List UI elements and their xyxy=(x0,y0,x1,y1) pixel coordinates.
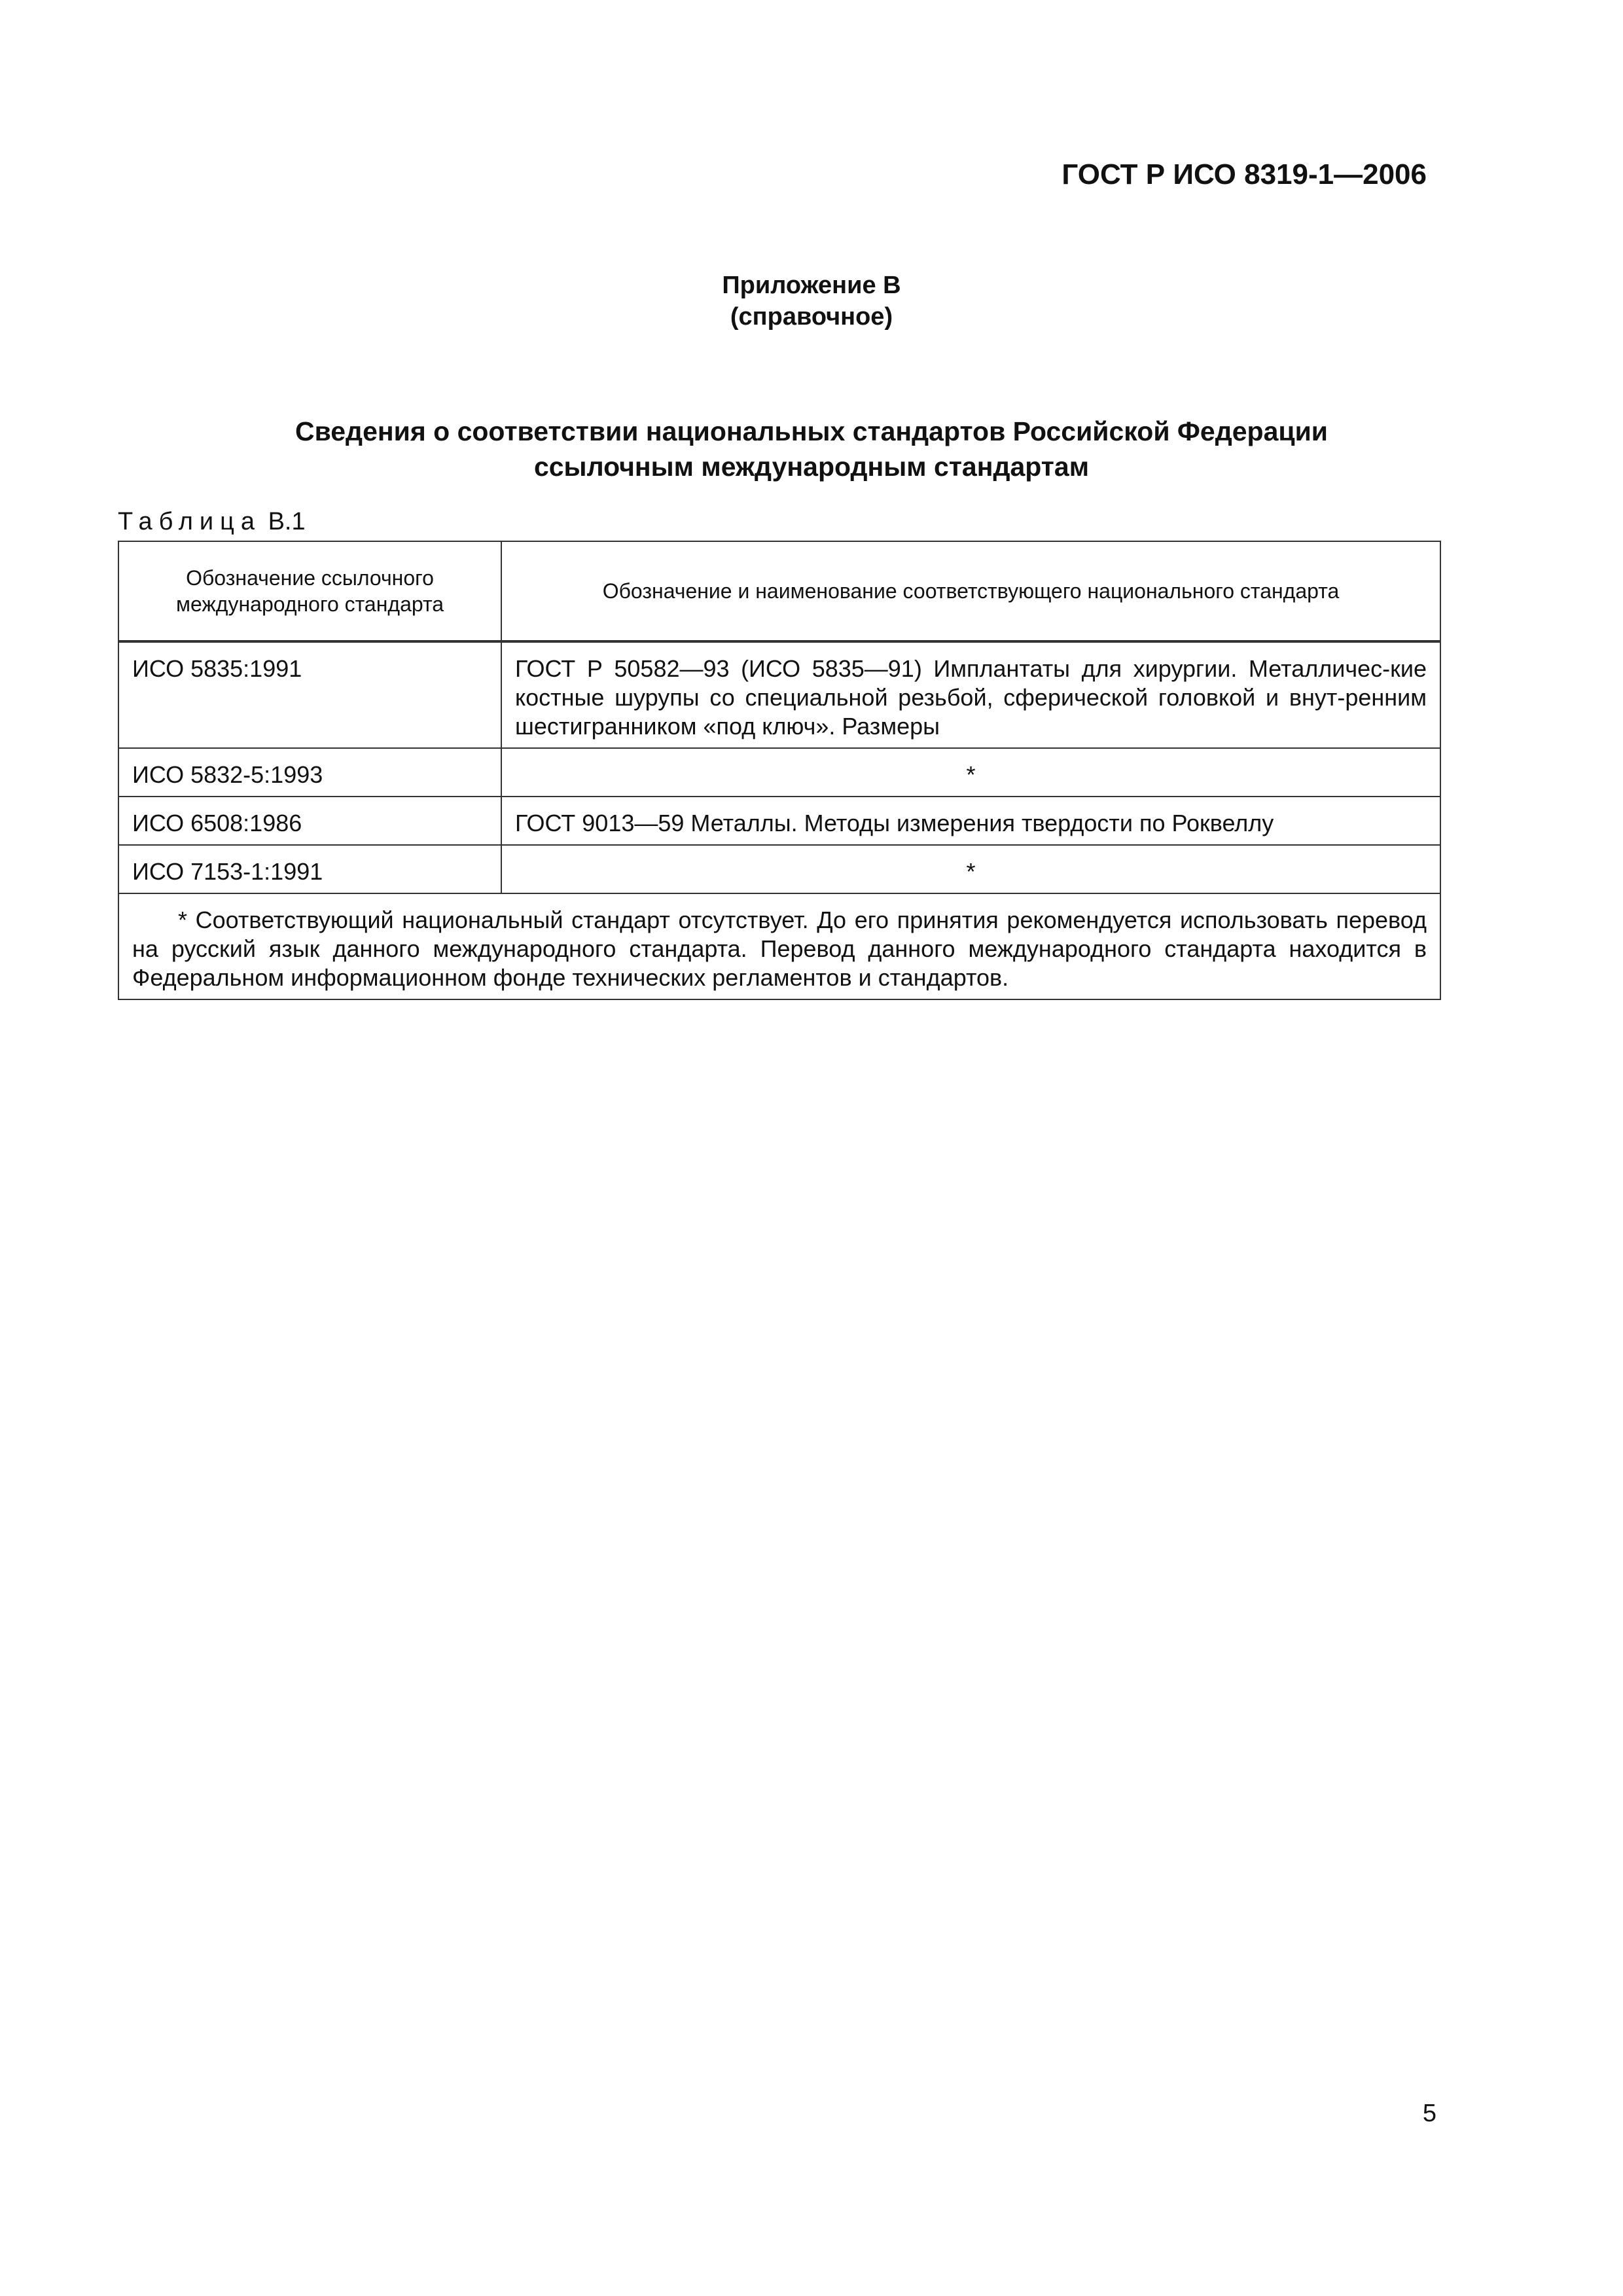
national-standard: ГОСТ Р 50582—93 (ИСО 5835—91) Имплантаты для хирургии. Металличес-кие костные шурупы со специальной резьбой, сферической головкой и внут-ренним шестигранником «под ключ». Размеры xyxy=(501,641,1440,748)
table-row xyxy=(118,641,1440,748)
title-line-1: Сведения о соответствии национальных стандартов Российской Федерации xyxy=(294,416,1329,446)
national-standard: ГОСТ 9013—59 Металлы. Методы измерения твердости по Роквеллу xyxy=(501,797,1440,845)
iso-designation: ИСО 7153-1:1991 xyxy=(118,845,501,893)
table-row xyxy=(118,845,1440,893)
table-footnote-row xyxy=(118,893,1440,999)
table-row xyxy=(118,748,1440,797)
table-header-row xyxy=(118,541,1440,641)
document-code: ГОСТ Р ИСО 8319-1—2006 xyxy=(1061,158,1427,190)
iso-designation: ИСО 5835:1991 xyxy=(118,641,501,748)
national-standard: * xyxy=(501,845,1440,893)
table-caption-number: В.1 xyxy=(268,508,306,535)
title-line-2: ссылочным международным стандартам xyxy=(533,452,1090,482)
header-international-standard: Обозначение ссылочного международного стандарта xyxy=(118,541,501,641)
iso-designation: ИСО 5832-5:1993 xyxy=(118,748,501,797)
appendix-label: Приложение В xyxy=(722,272,901,299)
table-row xyxy=(118,797,1440,845)
header-national-standard: Обозначение и наименование соответствующего национального стандарта xyxy=(501,541,1440,641)
table-caption-word: Таблица xyxy=(118,508,261,535)
iso-designation: ИСО 6508:1986 xyxy=(118,797,501,845)
table-footnote: * Соответствующий национальный стандарт отсутствует. До его принятия рекомендуется использовать перевод на русский язык данного международного стандарта. Перевод данного международного стандарта находится в Федеральном информационном фонде технических регламентов и стандартов. xyxy=(118,893,1440,999)
reference-standards-table xyxy=(118,541,1441,1000)
national-standard: * xyxy=(501,748,1440,797)
page-number: 5 xyxy=(1422,2100,1436,2127)
table-caption xyxy=(118,508,306,536)
appendix-heading xyxy=(0,270,1623,332)
page-title xyxy=(0,414,1623,484)
appendix-type: (справочное) xyxy=(730,303,893,331)
